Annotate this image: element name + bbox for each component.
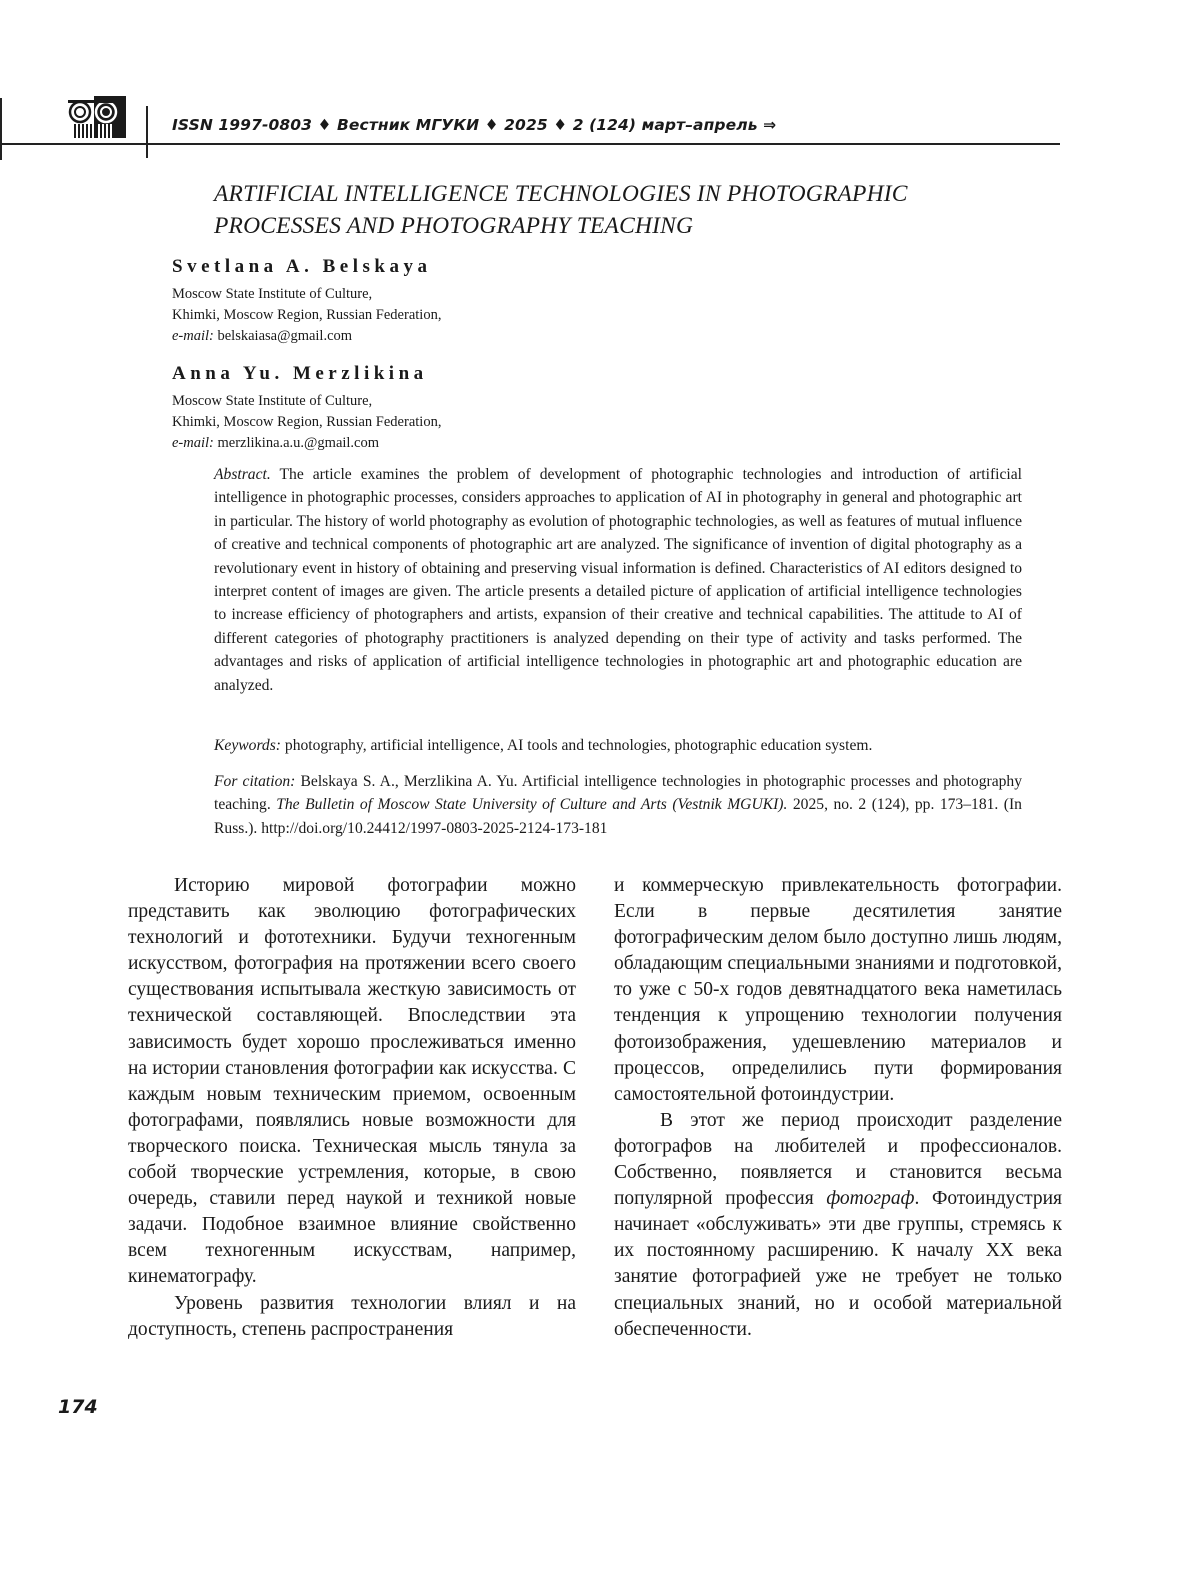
paragraph: и коммерческую привлекательность фотографии. Если в первые десятилетия занятие фотографическим делом было доступно лишь людям, обладающим специальными знаниями и подготовкой, то уже с 50-х годов девятнадцатого века наметилась тенденция к упрощению технологии получения фотоизображения, удешевлению материалов и процессов, определились пути формирования самостоятельной фотоиндустрии. [614, 875, 1062, 1105]
paragraph: Уровень развития технологии влиял и на доступность, степень распространения [128, 1292, 576, 1340]
paragraph: В этот же период происходит разделение фотографов на любителей и профессионалов. Собственно, появляется и становится весьма популярной профессия фотограф. Фотоиндустрия начинает «обслуживать» эти две группы, стремясь к их постоянному расширению. К началу XX века занятие фотографией уже не требует не только специальных знаний, но и особой материальной обеспеченности. [614, 1109, 1063, 1340]
author-block-1 [172, 254, 692, 347]
abstract-label: Abstract. [214, 466, 271, 483]
abstract [214, 463, 1022, 697]
emphasis: фотограф [826, 1188, 915, 1210]
keywords-text: photography, artificial intelligence, AI tools and technologies, photographic education system. [284, 737, 873, 754]
author-email: merzlikina.a.u.@gmail.com [217, 435, 380, 451]
title-line-2: PROCESSES AND PHOTOGRAPHY TEACHING [214, 213, 694, 239]
author-name: Anna Yu. Merzlikina [172, 363, 428, 384]
title-line-1: ARTIFICIAL INTELLIGENCE TECHNOLOGIES IN PHOTOGRAPHIC [214, 181, 908, 207]
citation: For citation: Belskaya S. A., Merzlikina A. Yu. Artificial intelligence technologies in photographic processes and photography teaching. The Bulletin of Moscow State University of Culture and Arts (Vestnik MGUKI). 2025, no. 2 (124), pp. 173–181. (In Russ.). http://doi.org/10.24412/1997-0803-2025-2124-173-181 [214, 773, 1023, 837]
page-number: 174 [58, 1396, 98, 1418]
body-column-right [614, 873, 1062, 1343]
keywords-label: Keywords: [214, 737, 281, 754]
body-column-left [128, 873, 576, 1343]
paragraph: Историю мировой фотографии можно представить как эволюцию фотографических технологий и фототехники. Будучи техногенным искусством, фотография на протяжении всего своего существования испытывала жесткую зависимость от технической составляющей. Впоследствии эта зависимость будет хорошо прослеживаться именно на истории становления фотографии как искусства. С каждым новым техническим приемом, освоенным фотографами, появлялись новые возможности для творческого поиска. Техническая мысль тянула за собой творческие устремления, которые, в свою очередь, ставили перед наукой и техникой новые задачи. Подобное взаимное влияние свойственно всем техногенным искусствам, например, кинематографу. [128, 875, 576, 1288]
keywords [214, 734, 1022, 757]
author-email: belskaiasa@gmail.com [217, 328, 353, 344]
article-title [214, 178, 1034, 242]
journal-logo [60, 96, 126, 138]
abstract-text: The article examines the problem of development of photographic technologies and introduction of artificial intelligence in photographic processes, considers approaches to application of AI in photography in general and photographic art in particular. The history of world photography as evolution of photographic technologies, as well as features of mutual influence of creative and technical components of photographic art are analyzed. The significance of invention of digital photography as a revolutionary event in history of obtaining and preserving visual information is defined. Characteristics of AI editors designed to interpret content of images are given. The article presents a detailed picture of application of artificial intelligence technologies to increase efficiency of photographers and artists, expansion of their creative and technical capabilities. The attitude to AI of different categories of photography practitioners is analyzed depending on their type of activity and tasks performed. The advantages and risks of application of artificial intelligence technologies in photographic art and photographic education are analyzed. [214, 466, 1023, 694]
author-affiliation: Moscow State Institute of Culture, Khimki, Moscow Region, Russian Federation, e-mail: merzlikina.a.u.@gmail.com [172, 393, 442, 451]
header-left-rule [0, 98, 2, 160]
author-block-2 [172, 361, 692, 454]
journal-header: ISSN 1997-0803 ♦ Вестник МГУКИ ♦ 2025 ♦ 2 (124) март–апрель ⇒ [172, 116, 777, 134]
citation-label: For citation: [214, 773, 296, 790]
author-name: Svetlana A. Belskaya [172, 256, 432, 277]
author-affiliation: Moscow State Institute of Culture, Khimki, Moscow Region, Russian Federation, e-mail: belskaiasa@gmail.com [172, 286, 442, 344]
header-rule [0, 143, 1060, 145]
header-divider [146, 106, 148, 158]
citation-journal: The Bulletin of Moscow State University of Culture and Arts (Vestnik MGUKI). [276, 796, 788, 814]
